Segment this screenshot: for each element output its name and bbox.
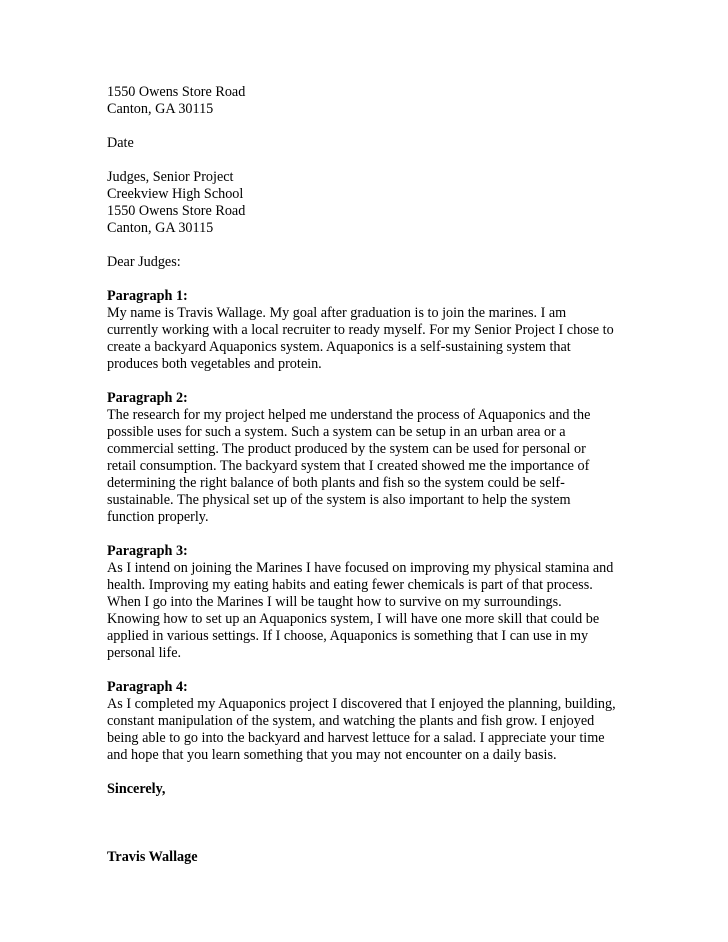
letter-page [107, 84, 627, 866]
paragraph-heading: Paragraph 4: [107, 679, 188, 695]
paragraph-line: health. Improving my eating habits and eating fewer chemicals is part of that process. [107, 577, 593, 593]
paragraph-line: function properly. [107, 509, 209, 525]
paragraph-2 [107, 390, 627, 526]
paragraph-line: produces both vegetables and protein. [107, 356, 322, 372]
paragraph-line: As I intend on joining the Marines I have focused on improving my physical stamina and [107, 560, 614, 576]
paragraph-line: determining the right balance of both plants and fish so the system could be self- [107, 475, 565, 491]
closing: Sincerely, [107, 781, 166, 797]
paragraph-4 [107, 679, 627, 764]
paragraph-line: sustainable. The physical set up of the system is also important to help the system [107, 492, 571, 508]
paragraph-line: being able to go into the backyard and harvest lettuce for a salad. I appreciate your time [107, 730, 605, 746]
recipient-address-line: Creekview High School [107, 186, 244, 202]
paragraph-1 [107, 288, 627, 373]
paragraph-line: applied in various settings. If I choose, Aquaponics is something that I can use in my [107, 628, 589, 644]
paragraph-line: My name is Travis Wallage. My goal after graduation is to join the marines. I am [107, 305, 567, 321]
sender-address [107, 84, 627, 118]
paragraph-line: Knowing how to set up an Aquaponics system, I will have one more skill that could be [107, 611, 600, 627]
recipient-address [107, 169, 627, 237]
paragraph-line: commercial setting. The product produced by the system can be used for personal or [107, 441, 586, 457]
paragraph-line: create a backyard Aquaponics system. Aquaponics is a self-sustaining system that [107, 339, 571, 355]
sender-address-line: 1550 Owens Store Road [107, 84, 246, 100]
paragraph-heading: Paragraph 3: [107, 543, 188, 559]
paragraph-heading: Paragraph 2: [107, 390, 188, 406]
paragraph-line: retail consumption. The backyard system that I created showed me the importance of [107, 458, 590, 474]
sender-address-line: Canton, GA 30115 [107, 101, 214, 117]
recipient-address-line: Canton, GA 30115 [107, 220, 214, 236]
paragraph-line: possible uses for such a system. Such a system can be setup in an urban area or a [107, 424, 566, 440]
paragraph-heading: Paragraph 1: [107, 288, 188, 304]
paragraph-line: As I completed my Aquaponics project I discovered that I enjoyed the planning, building, [107, 696, 616, 712]
paragraph-line: and hope that you learn something that you may not encounter on a daily basis. [107, 747, 557, 763]
salutation: Dear Judges: [107, 254, 181, 270]
paragraph-line: When I go into the Marines I will be taught how to survive on my surroundings. [107, 594, 562, 610]
paragraph-line: currently working with a local recruiter to ready myself. For my Senior Project I chose to [107, 322, 614, 338]
paragraph-line: personal life. [107, 645, 182, 661]
recipient-address-line: 1550 Owens Store Road [107, 203, 246, 219]
paragraph-line: constant manipulation of the system, and watching the plants and fish grow. I enjoyed [107, 713, 595, 729]
letter-date: Date [107, 135, 134, 151]
paragraph-line: The research for my project helped me understand the process of Aquaponics and the [107, 407, 591, 423]
recipient-address-line: Judges, Senior Project [107, 169, 234, 185]
paragraph-3 [107, 543, 627, 662]
signature-name: Travis Wallage [107, 849, 198, 865]
